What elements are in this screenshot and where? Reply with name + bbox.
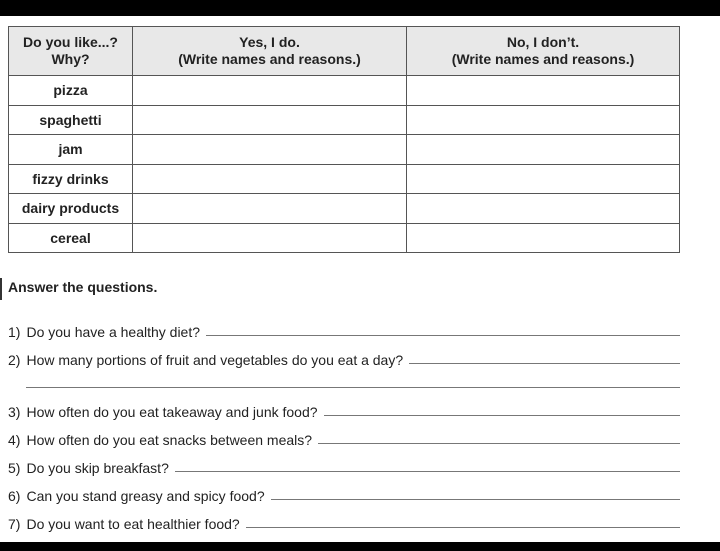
header-line: Why?	[51, 51, 90, 67]
question-number: 3)	[8, 404, 21, 420]
question-text: How many portions of fruit and vegetables do you eat a day?	[26, 352, 404, 368]
header-no	[407, 27, 680, 76]
section-rule	[0, 278, 2, 300]
food-item: dairy products	[9, 194, 133, 224]
yes-answer-cell[interactable]	[133, 135, 407, 165]
question-text: Do you have a healthy diet?	[26, 324, 201, 340]
question-number: 6)	[8, 488, 21, 504]
yes-answer-cell[interactable]	[133, 194, 407, 224]
question-text: Do you skip breakfast?	[26, 460, 169, 476]
header-do-you-like	[9, 27, 133, 76]
worksheet-page	[0, 16, 720, 542]
answer-line[interactable]	[324, 414, 680, 416]
food-item: cereal	[9, 223, 133, 253]
question-text: How often do you eat takeaway and junk food?	[26, 404, 318, 420]
food-item: spaghetti	[9, 105, 133, 135]
question-text: Do you want to eat healthier food?	[26, 516, 240, 532]
question-number: 5)	[8, 460, 21, 476]
question-text: How often do you eat snacks between meals?	[26, 432, 313, 448]
answer-line[interactable]	[26, 387, 680, 388]
answer-line[interactable]	[409, 362, 680, 364]
table-header-row	[9, 27, 680, 76]
no-answer-cell[interactable]	[407, 105, 680, 135]
question-number: 1)	[8, 324, 21, 340]
table-row	[9, 76, 680, 106]
answer-line-continuation	[8, 368, 680, 392]
answer-line[interactable]	[206, 334, 680, 336]
table-row	[9, 105, 680, 135]
yes-answer-cell[interactable]	[133, 105, 407, 135]
answer-line[interactable]	[271, 498, 680, 500]
instruction-heading: Answer the questions.	[8, 279, 158, 295]
food-preferences-table	[8, 26, 680, 253]
no-answer-cell[interactable]	[407, 194, 680, 224]
table-row	[9, 223, 680, 253]
no-answer-cell[interactable]	[407, 223, 680, 253]
food-item: fizzy drinks	[9, 164, 133, 194]
header-line: (Write names and reasons.)	[178, 51, 361, 67]
answer-line[interactable]	[246, 526, 680, 528]
header-yes	[133, 27, 407, 76]
header-line: Yes, I do.	[239, 34, 300, 50]
header-line: (Write names and reasons.)	[451, 51, 635, 67]
answer-line[interactable]	[318, 442, 680, 444]
no-answer-cell[interactable]	[407, 164, 680, 194]
question-item	[8, 420, 680, 448]
table-row	[9, 164, 680, 194]
question-number: 7)	[8, 516, 21, 532]
question-list	[8, 312, 680, 532]
no-answer-cell[interactable]	[407, 76, 680, 106]
yes-answer-cell[interactable]	[133, 76, 407, 106]
question-item	[8, 312, 680, 340]
question-item	[8, 340, 680, 368]
question-number: 4)	[8, 432, 21, 448]
food-item: jam	[9, 135, 133, 165]
question-item	[8, 448, 680, 476]
no-answer-cell[interactable]	[407, 135, 680, 165]
question-number: 2)	[8, 352, 21, 368]
question-item	[8, 392, 680, 420]
table-row	[9, 135, 680, 165]
header-line: No, I don’t.	[506, 34, 580, 50]
table-row	[9, 194, 680, 224]
yes-answer-cell[interactable]	[133, 164, 407, 194]
food-item: pizza	[9, 76, 133, 106]
question-item	[8, 476, 680, 504]
question-text: Can you stand greasy and spicy food?	[26, 488, 265, 504]
answer-line[interactable]	[175, 470, 680, 472]
yes-answer-cell[interactable]	[133, 223, 407, 253]
question-item	[8, 504, 680, 532]
header-line: Do you like...?	[23, 34, 118, 50]
